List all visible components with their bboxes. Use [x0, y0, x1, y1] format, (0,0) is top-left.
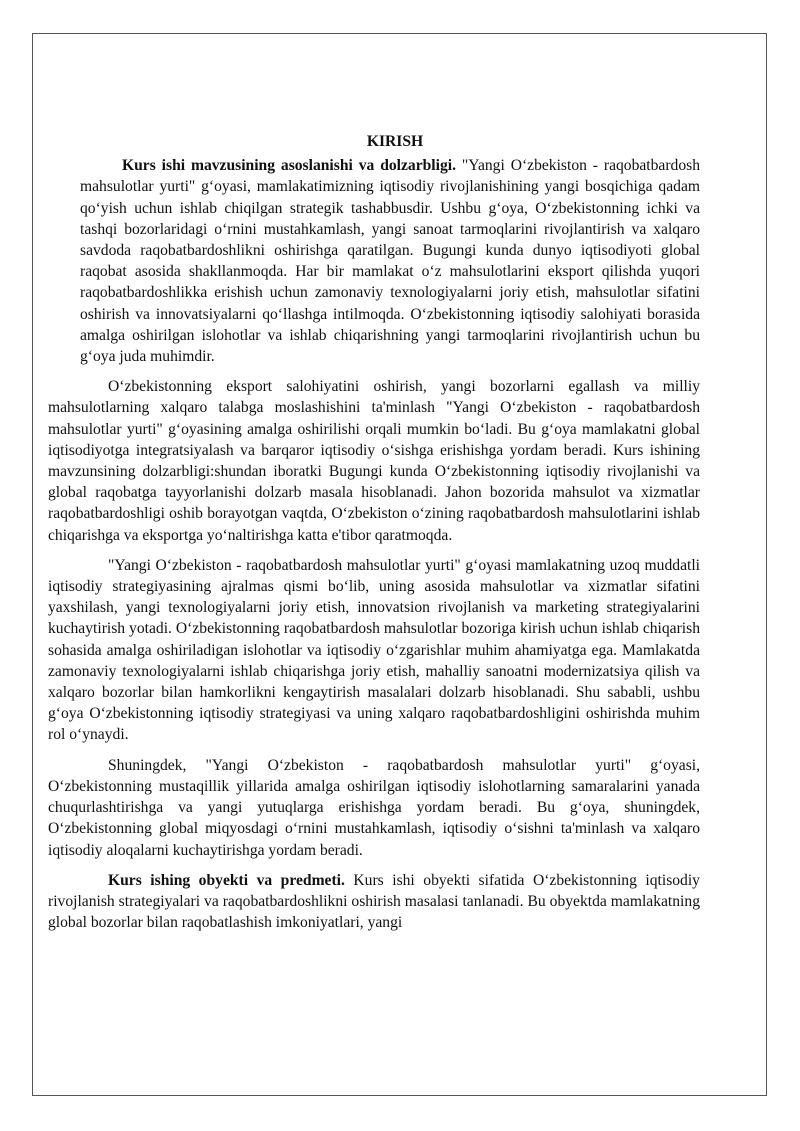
paragraph-relevance: [48, 155, 700, 367]
paragraph-text: O‘zbekistonning eksport salohiyatini oshirish, yangi bozorlarni egallash va milliy mahsulotlarning xalqaro talabga moslashishini ta'minlash "Yangi O‘zbekiston - raqobatbardosh mahsulotlar yurti" g‘oyasining amalga oshirilishi orqali mumkin bo‘ladi. Bu g‘oya mamlakatni global iqtisodiyotga integratsiyalash va barqaror iqtisodiy o‘sishga erishishga yordam beradi. Kurs ishining mavzunsining dolzarbligi:shundan iboratki Bugungi kunda O‘zbekistonning iqtisodiy rivojlanishi va global raqobatga tayyorlanishi dolzarb masala hisoblanadi. Jahon bozorida mahsulot va xizmatlar raqobatbardoshligi oshib borayotgan vaqtda, O‘zbekiston o‘zining raqobatbardosh mahsulotlarini ishlab chiqarishga va eksportga yo‘naltirishga katta e'tibor qaratmoqda.: [48, 378, 700, 544]
paragraph-export: [48, 376, 700, 546]
paragraph-object: [48, 870, 700, 934]
section-title: KIRISH: [366, 133, 424, 150]
paragraph-text: Kurs ishi obyekti sifatida O‘zbekistonning iqtisodiy rivojlanish strategiyalari va raqobatbardoshlikni oshirish masalasi tanlanadi. Bu obyektda mamlakatning global bozorlar bilan raqobatlashish imkoniyatlari, yangi: [48, 871, 700, 932]
document-body: [48, 131, 700, 942]
paragraph-text: Shuningdek, "Yangi O‘zbekiston - raqobatbardosh mahsulotlar yurti" g‘oyasi, O‘zbekistonning mustaqillik yillarida amalga oshirilgan iqtisodiy islohotlarning samaralarini yanada chuqurlashtirishga va yangi yutuqlarga erishishga yordam beradi. Bu g‘oya, shuningdek, O‘zbekistonning global miqyosdagi o‘rnini mustahkamlash, iqtisodiy o‘sishni ta'minlash va xalqaro iqtisodiy aloqalarni kuchaytirishga yordam beradi.: [48, 756, 700, 859]
paragraph-reforms: [48, 755, 700, 861]
paragraph-text: "Yangi O‘zbekiston - raqobatbardosh mahsulotlar yurti" g‘oyasi, mamlakatimizning iqtisodiy rivojlanishining yangi bosqichiga qadam qo‘yish uchun ishlab chiqilgan strategik tashabbusdir. Ushbu g‘oya, O‘zbekistonning ichki va tashqi bozorlaridagi o‘rnini mustahkamlash, yangi sanoat tarmoqlarini rivojlantirish va xalqaro savdoda raqobatbardoshlikni oshirishga qaratilgan. Bugungi kunda dunyo iqtisodiyoti global raqobat asosida shakllanmoqda. Har bir mamlakat o‘z mahsulotlarini eksport qilishda yuqori raqobatbardoshlikka erishish uchun zamonaviy texnologiyalarni joriy etish, mahsulotlar sifatini oshirish va innovatsiyalarni qo‘llashga intilmoqda. O‘zbekistonning iqtisodiy salohiyati borasida amalga oshirilgan islohotlar va ishlab chiqarishning yangi tarmoqlarini rivojlantirish uchun bu g‘oya juda muhimdir.: [80, 157, 700, 366]
paragraph-lead: Kurs ishing obyekti va predmeti.: [108, 871, 345, 889]
paragraph-strategy: [48, 555, 700, 746]
paragraph-text: "Yangi O‘zbekiston - raqobatbardosh mahsulotlar yurti" g‘oyasi mamlakatning uzoq muddatli iqtisodiy strategiyasining ajralmas qismi bo‘lib, uning asosida mahsulotlar va xizmatlar sifatini yaxshilash, yangi texnologiyalarni joriy etish, innovatsion rivojlanish va marketing strategiyalarini kuchaytirish yotadi. O‘zbekistonning raqobatbardosh mahsulotlar bozoriga kirish uchun ishlab chiqarish sohasida amalga oshiriladigan islohotlar va iqtisodiy o‘zgarishlar muhim ahamiyatga ega. Mamlakatda zamonaviy texnologiyalarni ishlab chiqarishga joriy etish, mahalliy sanoatni modernizatsiya qilish va xalqaro bozorlar bilan hamkorlikni kengaytirish masalalari dolzarb hisoblanadi. Shu sababli, ushbu g‘oya O‘zbekistonning iqtisodiy strategiyasi va uning xalqaro raqobatbardoshligini oshirishda muhim rol o‘ynaydi.: [48, 556, 700, 744]
paragraph-lead: Kurs ishi mavzusining asoslanishi va dolzarbligi.: [122, 157, 457, 175]
